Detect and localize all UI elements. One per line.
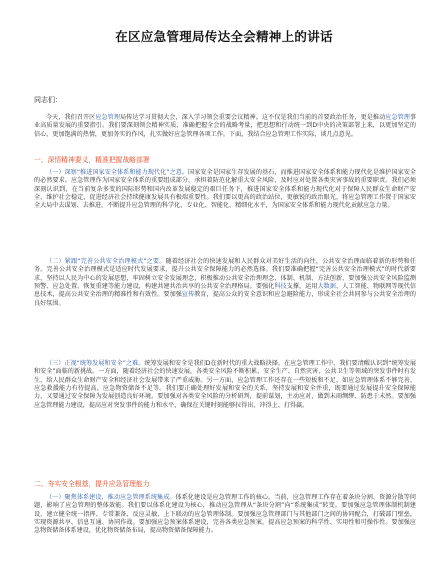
paragraph-text: 今天，我们召开区	[46, 114, 96, 121]
paragraph-lead: （三）正视“统筹发展和安全”之难。	[46, 360, 145, 367]
keyword-link[interactable]: 宣传	[181, 291, 195, 299]
paragraph-text: 体系化建设是应急管理工作的核心。当前，应急管理工作存在着条块分割、资源分散等问题，影响了应急管理的整体效能。我们要以体系化建设为核心，推动应急管理从“条块分割”向“系统集成”转变。要加强应急管理体制机制建设，建立健全统一指挥、专常兼备、反应灵敏、上下联动的应急管理体制。要加强应急管理部门与其他部门之间的协同配合，打破部门壁垒，实现资源共享、信息互通、协同作战。要加强应急预案体系建设，完善各类应急预案，提高应急预案的科学性、实用性和可操作性。要加强应急物资储备体系建设，优化物资储备布局，提高物资储备保障能力。	[34, 494, 417, 535]
paragraph-text: 支撑，运用	[286, 283, 318, 291]
paragraph-1-2	[34, 258, 416, 308]
keyword-link[interactable]: 科技	[274, 283, 287, 291]
paragraph-lead: （一）深察“推进国家安全体系和能力现代化”之意。	[46, 169, 189, 176]
paragraph-text: 国家安全是国家生存发展的基石，而推进国家安全体系和能力现代化是维护国家安全的必然要求。应急管理作为国家安全体系的重要组成部分，承担着防范化解重大安全风险、及时应对处置各类灾害事故的重要职责。我们必须深刻认识到，在当前复杂多变的国际形势和国内改革发展稳定的艰巨任务下，推进国家安全体系和能力现代化对于保障人民群众生命财产安全、维护社会稳定、促进经济社会持续健康发展具有极端重要性。我们要以更高的政治站位，更敏锐的政治眼光，将应急管理工作置于国家安全大局中去谋划、去推进，不断提升应急管理的科学化、专业化、智能化、精细化水平，为国家安全体系和能力现代化贡献应急力量。	[34, 169, 416, 210]
paragraph-1-1	[34, 169, 416, 211]
paragraph-text: 事业高质量发展的重要指引。我们要深刻领会精神实质，准确把握全会的战略考量，把思想和行动统一到D中央的决策部署上来，以更加坚定的信心、更加饱满的热情，更加务实的作风，扎实做好应急管理各项工作。下面，我结合应急管理工作实际，谈几点意见。	[34, 114, 417, 138]
paragraph-lead: （二）紧跟“完善公共安全治理模式”之要。	[46, 258, 166, 265]
intro-paragraph	[34, 114, 416, 139]
keyword-link[interactable]: 应急管理	[385, 114, 410, 121]
paragraph-text: 随着经济社会的快速发展和人民群众对美好生活的向往，公共安全治理面临着新的形势和任务。完善公共安全治理模式是适应时代发展要求，提升公共安全保障能力的必然选择。我们要准确把握“完善公共安全治理模式”的时代新要求，坚持以人民为中心的发展思想，牢固树立安全发展理念，积极推动公共安全治理理念、体制、机制、方法创新，要加强公共安全风险监测预警、应急处置、恢复重建等能力建设，构建共建共治共享的公共安全治理格局。要强化	[34, 258, 416, 291]
paragraph-text: 统筹发展和安全是我们D在新时代的重大战略抉择。在应急管理工作中，我们要清醒认识到“统筹发展和安全”面临的新挑战。一方面，随着经济社会的快速发展，各类安全风险不断积累，安全生产、自然灾害、公共卫生等领域的突发事件时有发生，给人民群众生命财产安全和经济社会发展带来了严重威胁。另一方面，应急管理工作还存在一些短板和不足，如应急管理体系不够完善、应急救援能力有待提高、应急物资储备不足等。我们要正确处理好发展和安全的关系，坚持发展和安全并重，既要通过发展提升安全保障能力，又要通过安全保障为发展创造良好环境。要加强对各类安全风险的分析研判，提前谋划，主动应对，做到未雨绸缪、防患于未然。要加强应急管理能力建设，提高应对突发事件的能力和水平，确保在关键时刻能够拉得出、冲得上、打得赢。	[34, 360, 416, 409]
paragraph-1-3	[34, 360, 416, 410]
section-heading-2: 二、夯实安全根基，提升应急管理能力	[34, 480, 150, 488]
paragraph-text: 教育，提高公众的安全意识和应急避险能力，形成全社会共同参与公共安全治理的良好氛围。	[34, 291, 417, 307]
keyword-link[interactable]: 大数据	[317, 283, 336, 291]
page-title: 在区应急管理局传达全会精神上的讲话	[115, 29, 333, 44]
paragraph-text: 局传达学习贯彻大会，深入学习领会重要会议精神。这不仅是我们当前的首要政治任务，更是推动	[120, 114, 386, 121]
paragraph-2-1	[34, 494, 416, 536]
salutation: 同志们：	[34, 96, 62, 104]
paragraph-text: 、人工智能、物联网等现代信息技术，提高公共安全治理的精准性和有效性。要加强	[34, 283, 417, 299]
keyword-link[interactable]: 应急管理	[95, 114, 121, 121]
paragraph-lead: （一）聚焦体系建设，推动应急管理系统集成。	[46, 494, 176, 501]
section-heading-1: 一、深悟精神要义，精准把握战略部署	[34, 156, 150, 164]
